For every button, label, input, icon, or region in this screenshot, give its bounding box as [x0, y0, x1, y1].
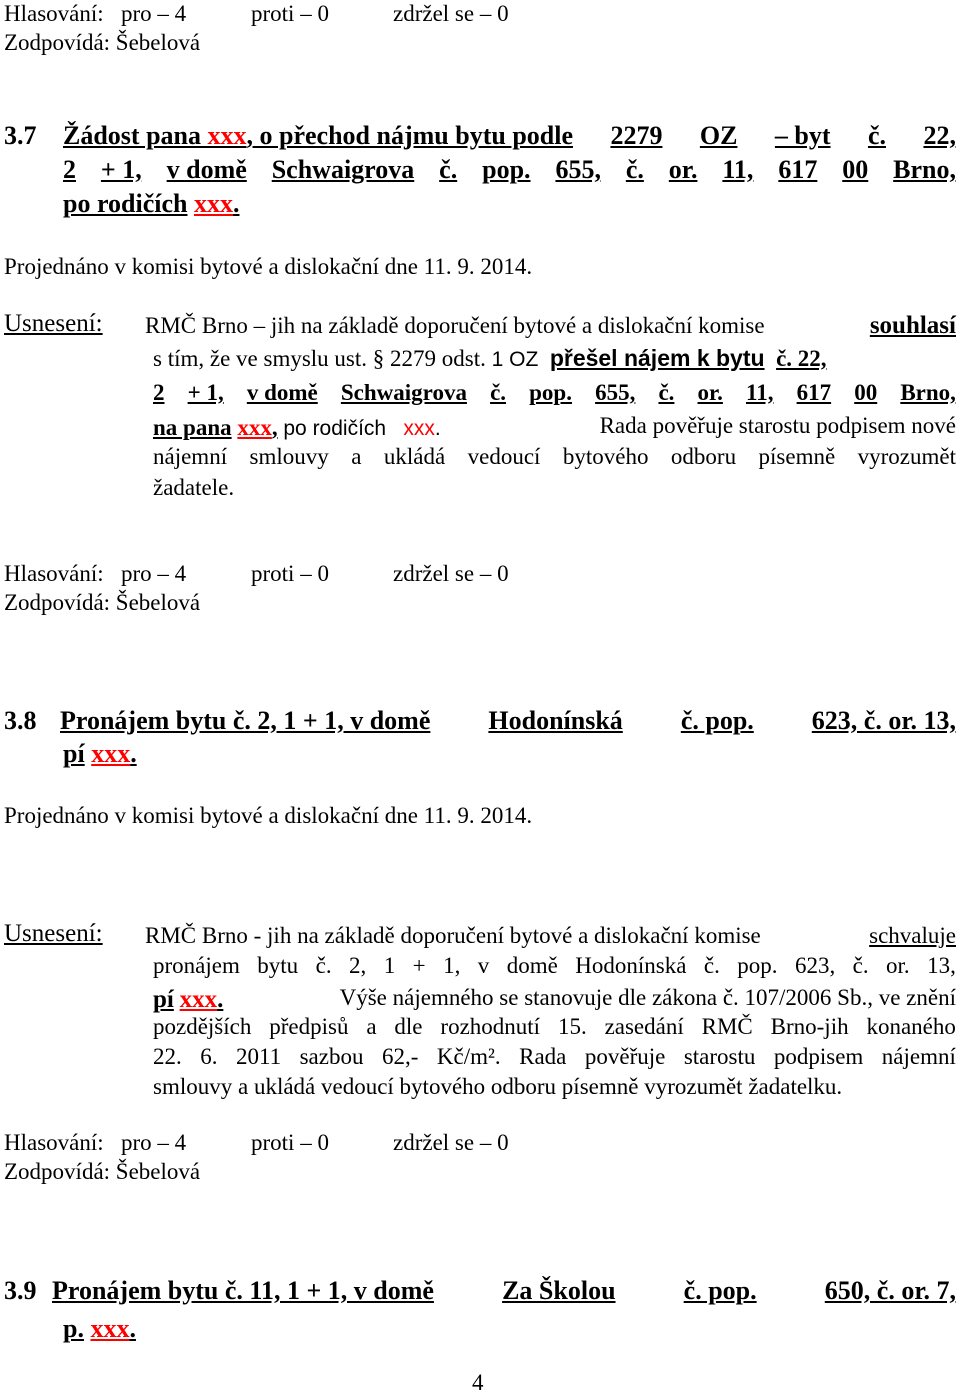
- resolution-line-6: smlouvy a ukládá vedoucí bytového odboru písemně vyrozumět žadatelku.: [153, 1074, 843, 1099]
- resolution-line-3: 2 + 1, v domě Schwaigrova č. pop. 655, č. or. 11, 617 00 Brno,: [153, 380, 956, 405]
- resolution-line-4: pozdějších předpisů a dle rozhodnutí 15. zasedání RMČ Brno-jih konaného: [153, 1014, 956, 1039]
- vote-line: Hlasování: pro – 4 proti – 0 zdržel se – 0: [4, 561, 509, 586]
- resolution-line-1: RMČ Brno – jih na základě doporučení bytové a dislokační komise souhlasí: [145, 312, 956, 339]
- discussed-line: Projednáno v komisi bytové a dislokační dne 11. 9. 2014.: [4, 803, 533, 828]
- vote-label: Hlasování:: [4, 1, 104, 26]
- discussed-line: Projednáno v komisi bytové a dislokační dne 11. 9. 2014.: [4, 254, 533, 279]
- item-heading-line-1: Pronájem bytu č. 2, 1 + 1, v domě Hodonínská č. pop. 623, č. or. 13,: [60, 706, 956, 735]
- resolution-line-5: 22. 6. 2011 sazbou 62,- Kč/m². Rada pověřuje starostu podpisem nájemní: [153, 1044, 956, 1069]
- item-heading-line-2: 2 + 1, v domě Schwaigrova č. pop. 655, č. or. 11, 617 00 Brno,: [63, 155, 956, 184]
- page-number: 4: [472, 1370, 484, 1395]
- responsible-line: Zodpovídá: Šebelová: [4, 1159, 201, 1184]
- item-number: 3.9: [4, 1276, 37, 1305]
- vote-line: Hlasování: pro – 4 proti – 0 zdržel se – 0: [4, 1130, 509, 1155]
- resolution-line-5: nájemní smlouvy a ukládá vedoucí bytového odboru písemně vyrozumět: [153, 444, 956, 469]
- resolution-label: Usnesení:: [4, 920, 103, 947]
- item-heading-line-2: pí xxx.: [63, 739, 137, 768]
- resolution-line-2: pronájem bytu č. 2, 1 + 1, v domě Hodonínská č. pop. 623, č. or. 13,: [153, 953, 956, 978]
- item-heading-line-1: Pronájem bytu č. 11, 1 + 1, v domě Za Školou č. pop. 650, č. or. 7,: [52, 1276, 956, 1305]
- resolution-line-1: RMČ Brno - jih na základě doporučení bytové a dislokační komise schvaluje: [145, 923, 956, 948]
- resolution-line-6: žadatele.: [153, 475, 235, 500]
- vote-abstain: zdržel se – 0: [393, 1, 509, 26]
- responsible-line: Zodpovídá: Šebelová: [4, 590, 201, 615]
- item-heading-line-3: po rodičích xxx.: [63, 189, 240, 218]
- item-heading-line-2: p. xxx.: [63, 1314, 136, 1343]
- resolution-line-4: na pana xxx, po rodičích xxx. Rada pověřuje starostu podpisem nové: [153, 413, 956, 440]
- vote-against: proti – 0: [251, 1, 329, 26]
- vote-for: pro – 4: [121, 1, 187, 26]
- resolution-label: Usnesení:: [4, 310, 103, 337]
- item-heading-line-1: Žádost pana xxx, o přechod nájmu bytu podle 2279 OZ – byt č. 22,: [63, 121, 956, 150]
- resolution-line-2: s tím, že ve smyslu ust. § 2279 odst. 1 OZ přešel nájem k bytu č. 22,: [153, 345, 827, 371]
- resolution-line-3: pí xxx. Výše nájemného se stanovuje dle zákona č. 107/2006 Sb., ve znění: [153, 985, 956, 1013]
- responsible-line: Zodpovídá: Šebelová: [4, 30, 201, 55]
- item-number: 3.7: [4, 121, 37, 150]
- item-number: 3.8: [4, 706, 37, 735]
- vote-line: [4, 0, 509, 28]
